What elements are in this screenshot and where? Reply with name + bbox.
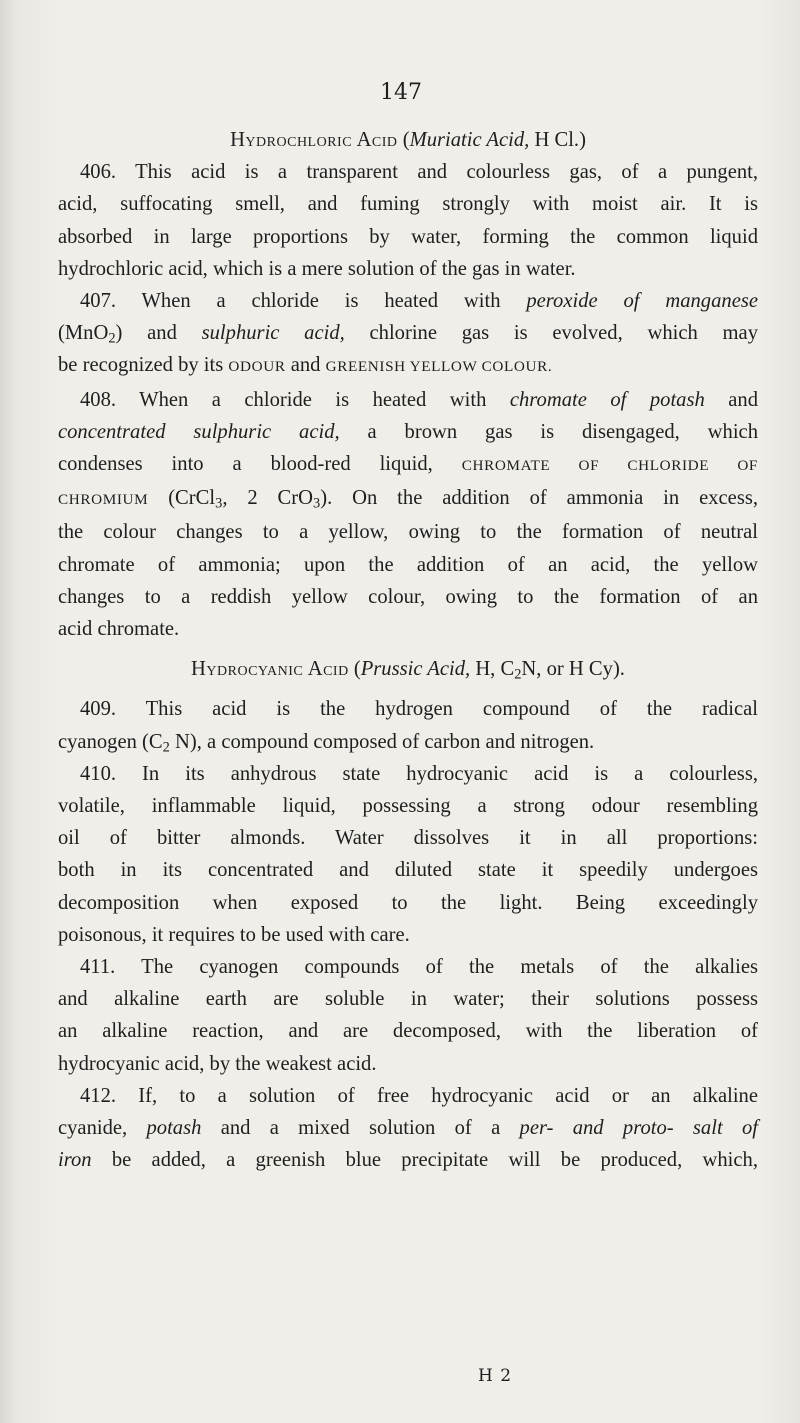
signature-mark: H 2 bbox=[478, 1366, 513, 1386]
paragraph-412: 412. If, to a solution of free hydrocyanic acid or an alkaline cyanide, potash and a mixed solution of a per- and proto- salt of iron be added, a greenish blue precipitate will be produced, which, bbox=[58, 1084, 758, 1172]
page-number: 147 bbox=[380, 80, 422, 105]
paragraph-409: 409. This acid is the hydrogen compound of the radical cyanogen ($C_2$ N), a compound composed of carbon and nitrogen. bbox=[58, 698, 758, 756]
paragraph-411: 411. The cyanogen compounds of the metals of the alkalies and alkaline earth are soluble in water; their solutions possess an alkaline reaction, and are decomposed, with the liberation of hydrocyanic acid, by the weakest acid. bbox=[58, 956, 758, 1075]
paragraph-407: 407. When a chloride is heated with peroxide of manganese (MnO$_2$) and sulphuric acid, chlorine gas is evolved, which may be recognized by its ODOUR and GREENISH YELLOW COLOUR. bbox=[58, 290, 758, 377]
paragraph-410: 410. In its anhydrous state hydrocyanic acid is a colourless, volatile, inflammable liquid, possessing a strong odour resembling oil of bitter almonds. Water dissolves it in all proportions: both in its concentrated and diluted state it speedily undergoes decomposition when exposed to the light. Being exceedingly poisonous, it requires to be used with care. bbox=[58, 762, 758, 946]
section-heading-hydrochloric: Hydrochloric Acid (Muriatic Acid, H Cl.) bbox=[230, 129, 586, 151]
page-body bbox=[58, 110, 758, 1177]
paragraph-408: 408. When a chloride is heated with chromate of potash and concentrated sulphuric acid, a brown gas is disengaged, which condenses into a blood-red liquid, CHROMATE OF CHLORIDE OF CHROMIUM (CrCl$_3$, 2 CrO$_3$). On the addition of ammonia in excess, the colour changes to a yellow, owing to the formation of neutral chromate of ammonia; upon the addition of an acid, the yellow changes to a reddish yellow colour, owing to the formation of an acid chromate. bbox=[58, 388, 759, 641]
paragraph-406: 406. This acid is a transparent and colourless gas, of a pungent, acid, suffocating smell, and fuming strongly with moist air. It is absorbed in large proportions by water, forming the common liquid hydrochloric acid, which is a mere solution of the gas in water. bbox=[58, 161, 758, 280]
section-heading-hydrocyanic: Hydrocyanic Acid (Prussic Acid, H, $C_2N$, or H Cy). bbox=[191, 658, 625, 683]
